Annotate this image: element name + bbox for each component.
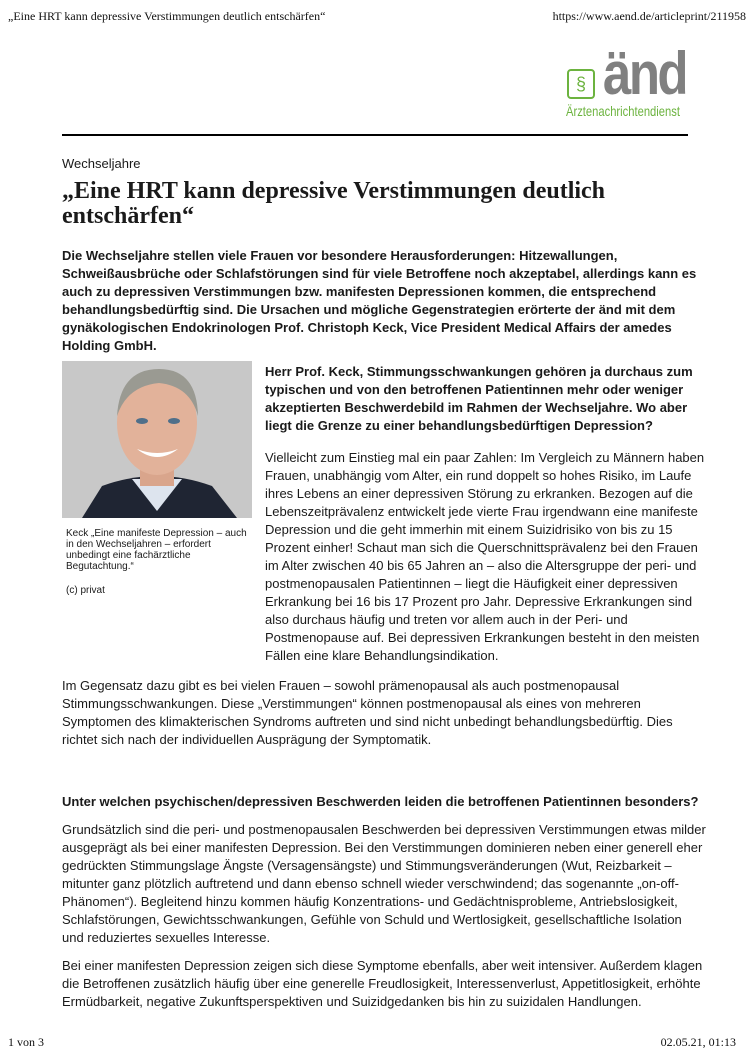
print-footer <box>0 1011 746 1058</box>
aend-logo[interactable] <box>0 40 746 134</box>
print-header-title: „Eine HRT kann depressive Verstimmungen deutlich entschärfen“ <box>8 9 326 23</box>
interview-answer-1b: Im Gegensatz dazu gibt es bei vielen Frauen – sowohl prämenopausal als auch postmenopausal Stimmungsschwankungen. Diese „Verstimmungen“ können postmenopausal als eines von mehreren Symptomen des klimakterischen Syndroms auftreten und sind nicht unbedingt behandlungsbedürftig. Dies richtet sich nach der individuellen Ausprägung der Symptomatik. <box>62 678 673 747</box>
article-lead: Die Wechseljahre stellen viele Frauen vor besondere Herausforderungen: Hitzewallungen, Schweißausbrüche oder Schlafstörungen sind für viele Betroffene noch akzeptabel, allerdings kann es auch zu depressiven Verstimmungen bzw. manifesten Depressionen kommen, die entsprechend behandlungsbedürftig sind. Die Ursachen und mögliche Gegenstrategien erörterte der änd mit dem gynäkologischen Endokrinologen Prof. Christoph Keck, Vice President Medical Affairs der amedes Holding GmbH. <box>62 248 697 353</box>
caduceus-icon: § <box>567 69 595 99</box>
interview-answer-1: Vielleicht zum Einstieg mal ein paar Zahlen: Im Vergleich zu Männern haben Frauen, unabhängig vom Alter, ein rund doppelt so hohes Risiko, im Laufe ihres Lebens an einer depressiven Störung zu erkranken. Bezogen auf die Lebenszeitprävalenz entwickelt jede vierte Frau irgendwann eine manifeste Depression und die geht immerhin mit einem Suizidrisiko von bis zu 15 Prozent einher! Schaut man sich die Querschnittsprävalenz bei den Frauen im Alter zwischen 40 bis 65 Jahren an – also die Altersgruppe der peri- und postmenopausalen Patientinnen – liegt die Häufigkeit einer depressiven Erkrankung bei 16 bis 17 Prozent pro Jahr. Depressive Erkrankungen sind also durchaus häufig und treten vor allem auch in der Peri- und Postmenopause auf. Bei depressiven Erkrankungen besteht in den meisten Fällen eine klare Behandlungsindikation. <box>265 450 705 663</box>
print-footer-page: 1 von 3 <box>8 1035 44 1049</box>
print-footer-datetime: 02.05.21, 01:13 <box>660 1035 736 1049</box>
interview-answer-2b: Bei einer manifesten Depression zeigen sich diese Symptome ebenfalls, aber weit intensiver. Außerdem klagen die Betroffenen zusätzlich häufig über eine generelle Freudlosigkeit, Interessenverlust, Appetitlosigkeit, erhöhte Ermüdbarkeit, negative Zukunftsperspektiven und Suizidgedanken bis hin zu suizidalen Handlungen. <box>62 958 703 1009</box>
interview-answer-2: Grundsätzlich sind die peri- und postmenopausalen Beschwerden bei depressiven Verstimmungen etwas milder ausgeprägt als bei einer manifesten Depression. Bei den Verstimmungen dominieren neben einer generell eher gedrückten Stimmungslage Ängste (Versagensängste) und Stimmungsveränderungen (Wut, Reizbarkeit – mitunter ganz plötzlich auftretend und dann ebenso schnell wieder verschwindend; das sogenannte „on-off-Phänomen“). Begleitend hinzu kommen häufig Konzentrations- und Gedächtnisprobleme, Antriebslosigkeit, Schlafstörungen, Gewichtsschwankungen, Gefühle von Schuld und Wertlosigkeit, gesellschaftliche Isolation und reduziertes sexuelles Interesse. <box>62 822 706 945</box>
author-photo <box>62 361 252 518</box>
photo-block <box>62 361 252 665</box>
photo-credit: (c) privat <box>66 585 105 596</box>
photo-caption: Keck „Eine manifeste Depression – auch in den Wechseljahren – erfordert unbedingt eine fachärztliche Begutachtung.“ <box>66 528 247 572</box>
print-header-url: https://www.aend.de/articleprint/211958 <box>552 9 746 23</box>
interview-question-2: Unter welchen psychischen/depressiven Beschwerden leiden die betroffenen Patientinnen besonders? <box>62 794 699 809</box>
interview-intro <box>62 361 706 665</box>
print-header <box>0 0 746 24</box>
logo-subtitle: Ärztenachrichtendienst <box>566 103 680 119</box>
logo-word: änd <box>603 40 687 107</box>
article <box>0 136 746 1011</box>
article-title: „Eine HRT kann depressive Verstimmungen deutlich entschärfen“ <box>62 178 606 229</box>
interview-column <box>265 361 706 665</box>
interview-question-1: Herr Prof. Keck, Stimmungsschwankungen gehören ja durchaus zum typischen und von den betroffenen Patientinnen mehr oder weniger akzeptierten Beschwerdebild im Rahmen der Wechseljahre. Wo aber liegt die Grenze zu einer behandlungsbedürftigen Depression? <box>265 364 693 433</box>
article-kicker: Wechseljahre <box>62 156 141 171</box>
